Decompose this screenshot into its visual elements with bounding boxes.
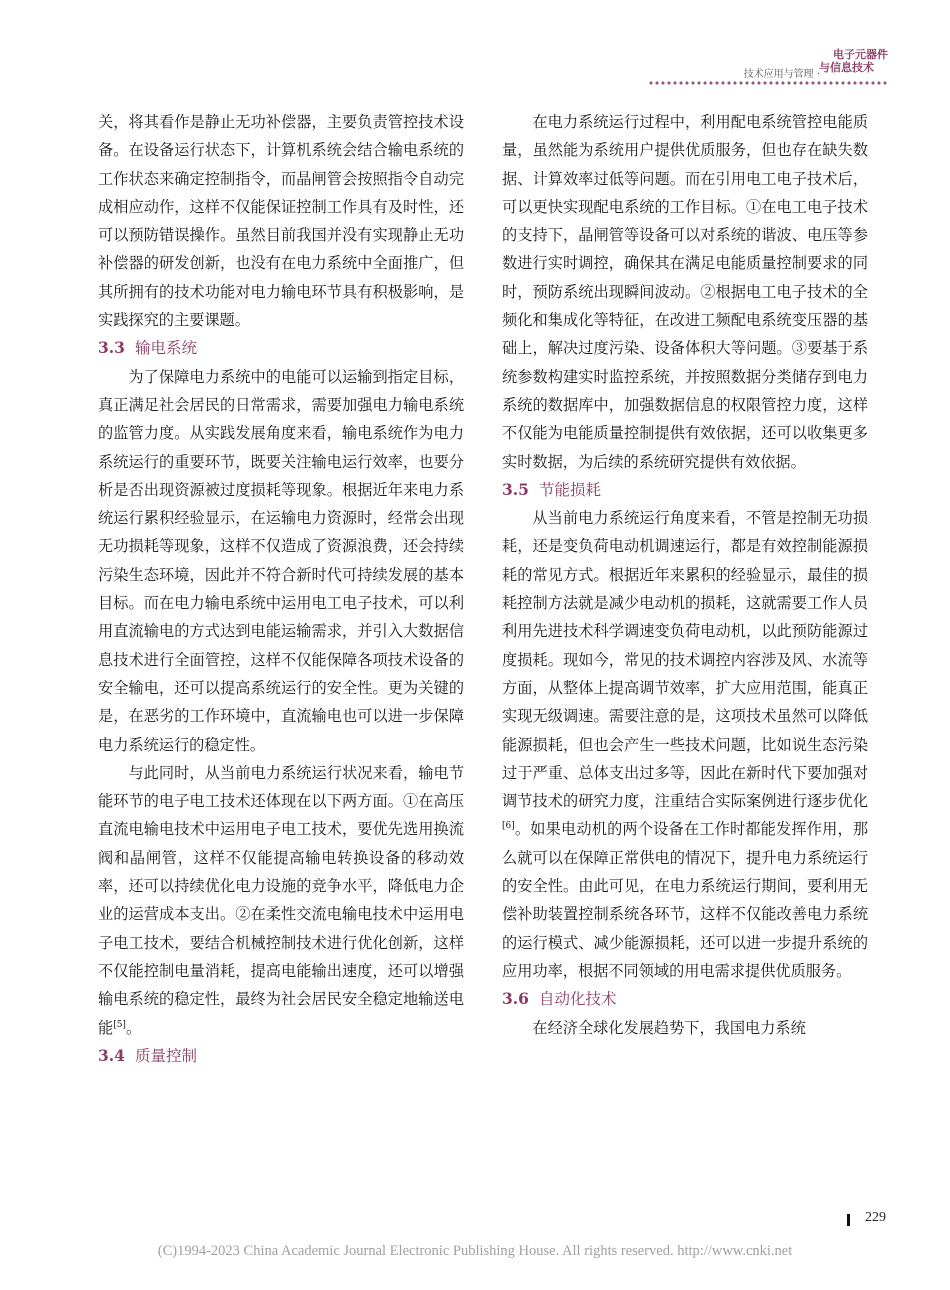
citation-6[interactable]: [6] (502, 821, 515, 832)
journal-logo: 电子元器件 与信息技术 (819, 48, 888, 74)
paragraph: 与此同时，从当前电力系统运行状况来看，输电节能环节的电子电工技术还体现在以下两方面。①在高压直流电输电技术中运用电子电工技术，要优先选用换流阀和晶闸管，这样不仅能提高输电转换设备的移动效率，还可以持续优化电力设施的竞争水平，降低电力企业的运营成本支出。②在柔性交流电输电技术中运用电子电工技术，要结合机械控制技术进行优化创新，这样不仅能控制电量消耗，提高电能输出速度，还可以增强输电系统的稳定性，最终为社会居民安全稳定地输送电能[5]。 (98, 763, 464, 1037)
copyright-footer: (C)1994-2023 China Academic Journal Electronic Publishing House. All rights reserved. http://www.cnki.net (157, 1243, 793, 1259)
journal-section: 技术应用与管理 · (743, 69, 820, 80)
paragraph: 从当前电力系统运行角度来看，不管是控制无功损耗，还是变负荷电动机调速运行，都是有效控制能源损耗的常见方式。根据近年来累积的经验显示，最佳的损耗控制方法就是减少电动机的损耗，这就需要工作人员利用先进技术科学调速变负荷电动机，以此预防能源过度损耗。现如今，常见的技术调控内容涉及风、水流等方面，从整体上提高调节效率，扩大应用范围，能真正实现无级调速。需要注意的是，这项技术虽然可以降低能源损耗，但也会产生一些技术问题，比如说生态污染过于严重、总体支出过多等，因此在新时代下要加强对调节技术的研究力度，注重结合实际案例进行逐步优化[6]。如果电动机的两个设备在工作时都能发挥作用，那么就可以在保障正常供电的情况下，提升电力系统运行的安全性。由此可见，在电力系统运行期间，要利用无偿补助装置控制系统各环节，这样不仅能改善电力系统的运行模式、减少能源损耗，还可以进一步提升系统的应用功率，根据不同领域的用电需求提供优质服务。 (502, 509, 868, 980)
section-heading-3-3: 3.3 输电系统 (98, 338, 197, 358)
page-number: 229 (865, 1210, 886, 1225)
paragraph: 为了保障电力系统中的电能可以运输到指定目标，真正满足社会居民的日常需求，需要加强电力输电系统的监管力度。从实践发展角度来看，输电系统作为电力系统运行的重要环节，既要关注输电运行效率，也要分析是否出现资源被过度损耗等现象。根据近年来电力系统运行累积经验显示，在运输电力资源时，经常会出现无功损耗等现象，这样不仅造成了资源浪费，还会持续污染生态环境，因此并不符合新时代可持续发展的基本目标。而在电力输电系统中运用电工电子技术，可以利用直流输电的方式达到电能运输需求，并引入大数据信息技术进行全面管控，这样不仅能保障各项技术设备的安全输电，还可以提高系统运行的安全性。更为关键的是，在恶劣的工作环境中，直流输电也可以进一步保障电力系统运行的稳定性。 (98, 367, 464, 754)
running-header (568, 48, 888, 98)
section-heading-3-6: 3.6 自动化技术 (502, 989, 617, 1009)
header-dots-decoration (648, 80, 888, 86)
page-number-bar (847, 1214, 850, 1226)
section-heading-3-5: 3.5 节能损耗 (502, 479, 601, 499)
paragraph: 在电力系统运行过程中，利用配电系统管控电能质量，虽然能为系统用户提供优质服务，但也存在缺失数据、计算效率过低等问题。而在引用电工电子技术后，可以更快实现配电系统的工作目标。①在电工电子技术的支持下，晶闸管等设备可以对系统的谐波、电压等参数进行实时调控，确保其在满足电能质量控制要求的同时，预防系统出现瞬间波动。②根据电工电子技术的全频化和集成化等特征，在改进工频配电系统变压器的基础上，解决过度污染、设备体积大等问题。③要基于系统参数构建实时监控系统，并按照数据分类储存到电力系统的数据库中，加强数据信息的权限管控力度，这样不仅能为电能质量控制提供有效依据，还可以收集更多实时数据，为后续的系统研究提供有效依据。 (502, 113, 868, 471)
right-column (502, 108, 868, 1042)
paragraph: 在经济全球化发展趋势下，我国电力系统 (532, 1018, 806, 1037)
paragraph: 关，将其看作是静止无功补偿器，主要负责管控技术设备。在设备运行状态下，计算机系统会结合输电系统的工作状态来确定控制指令，而晶闸管会按照指令自动完成相应动作，这样不仅能保证控制工作具有及时性，还可以预防错误操作。虽然目前我国并没有实现静止无功补偿器的研发创新，也没有在电力系统中全面推广，但其所拥有的技术功能对电力输电环节具有积极影响，是实践探究的主要课题。 (98, 113, 464, 330)
section-heading-3-4: 3.4 质量控制 (98, 1045, 197, 1065)
left-column (98, 108, 464, 1070)
citation-5[interactable]: [5] (113, 1019, 126, 1030)
